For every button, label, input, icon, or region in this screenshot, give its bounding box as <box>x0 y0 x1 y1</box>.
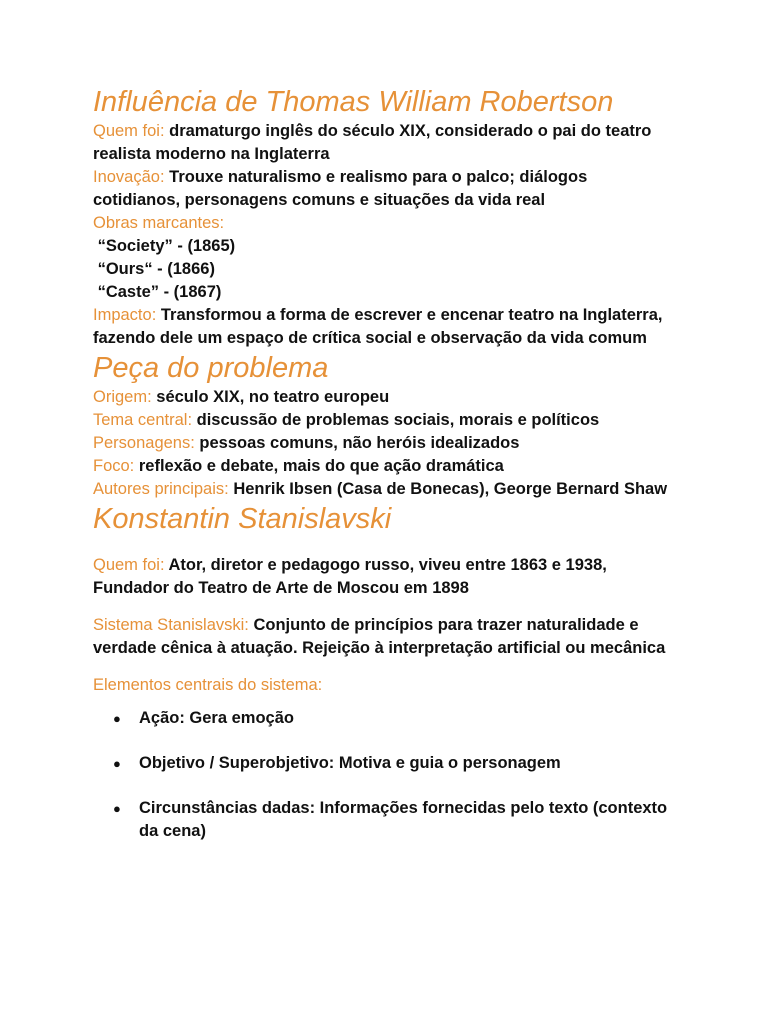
label-inovacao: Inovação: <box>93 168 165 186</box>
list-item <box>93 797 673 843</box>
text-origem: século XIX, no teatro europeu <box>151 388 390 406</box>
robertson-inovacao <box>93 166 673 212</box>
list-item-text: Ação: Gera emoção <box>139 709 294 727</box>
text-personagens: pessoas comuns, não heróis idealizados <box>194 434 520 452</box>
text-impacto: Transformou a forma de escrever e encenar teatro na Inglaterra, fazendo dele um espaço de crítica social e observação da vida comum <box>93 306 663 347</box>
robertson-impacto <box>93 304 673 350</box>
list-item <box>93 752 673 775</box>
text-quem-foi-2: Ator, diretor e pedagogo russo, viveu entre 1863 e 1938, Fundador do Teatro de Arte de Moscou em 1898 <box>93 556 607 597</box>
bullet-icon: ● <box>113 711 121 726</box>
work-society: “Society” - (1865) <box>93 237 236 255</box>
text-inovacao: Trouxe naturalismo e realismo para o palco; diálogos cotidianos, personagens comuns e situações da vida real <box>93 168 588 209</box>
peca-origem <box>93 386 673 409</box>
work-caste: “Caste” - (1867) <box>93 283 222 301</box>
bullet-icon: ● <box>113 756 121 771</box>
peca-foco <box>93 455 673 478</box>
peca-personagens <box>93 432 673 455</box>
heading-stanislavski: Konstantin Stanislavski <box>93 503 392 535</box>
document-content <box>93 84 673 865</box>
label-impacto: Impacto: <box>93 306 157 324</box>
work-ours: “Ours“ - (1866) <box>93 260 215 278</box>
heading-peca-problema: Peça do problema <box>93 352 329 384</box>
label-origem: Origem: <box>93 388 152 406</box>
text-foco: reflexão e debate, mais do que ação dramática <box>134 457 504 475</box>
label-personagens: Personagens: <box>93 434 195 452</box>
label-foco: Foco: <box>93 457 135 475</box>
list-item-text: Circunstâncias dadas: Informações fornecidas pelo texto (contexto da cena) <box>139 799 668 840</box>
robertson-obras-label <box>93 212 673 235</box>
text-quem-foi: dramaturgo inglês do século XIX, considerado o pai do teatro realista moderno na Inglaterra <box>93 122 652 163</box>
stanislavski-elementos-label <box>93 674 673 697</box>
stanislavski-quem-foi <box>93 554 673 600</box>
stanislavski-sistema <box>93 614 673 660</box>
peca-autores <box>93 478 673 501</box>
label-obras: Obras marcantes: <box>93 214 225 232</box>
text-sistema: Conjunto de princípios para trazer naturalidade e verdade cênica à atuação. Rejeição à interpretação artificial ou mecânica <box>93 616 666 657</box>
label-autores: Autores principais: <box>93 480 229 498</box>
label-quem-foi: Quem foi: <box>93 122 165 140</box>
label-elementos: Elementos centrais do sistema: <box>93 676 323 694</box>
text-tema: discussão de problemas sociais, morais e políticos <box>192 411 600 429</box>
text-autores: Henrik Ibsen (Casa de Bonecas), George Bernard Shaw <box>228 480 668 498</box>
heading-robertson: Influência de Thomas William Robertson <box>93 86 614 118</box>
list-item-text: Objetivo / Superobjetivo: Motiva e guia o personagem <box>139 754 561 772</box>
peca-tema <box>93 409 673 432</box>
label-sistema: Sistema Stanislavski: <box>93 616 249 634</box>
elementos-list <box>93 707 673 843</box>
label-quem-foi-2: Quem foi: <box>93 556 165 574</box>
label-tema: Tema central: <box>93 411 193 429</box>
robertson-quem-foi <box>93 120 673 166</box>
list-item <box>93 707 673 730</box>
bullet-icon: ● <box>113 801 121 816</box>
